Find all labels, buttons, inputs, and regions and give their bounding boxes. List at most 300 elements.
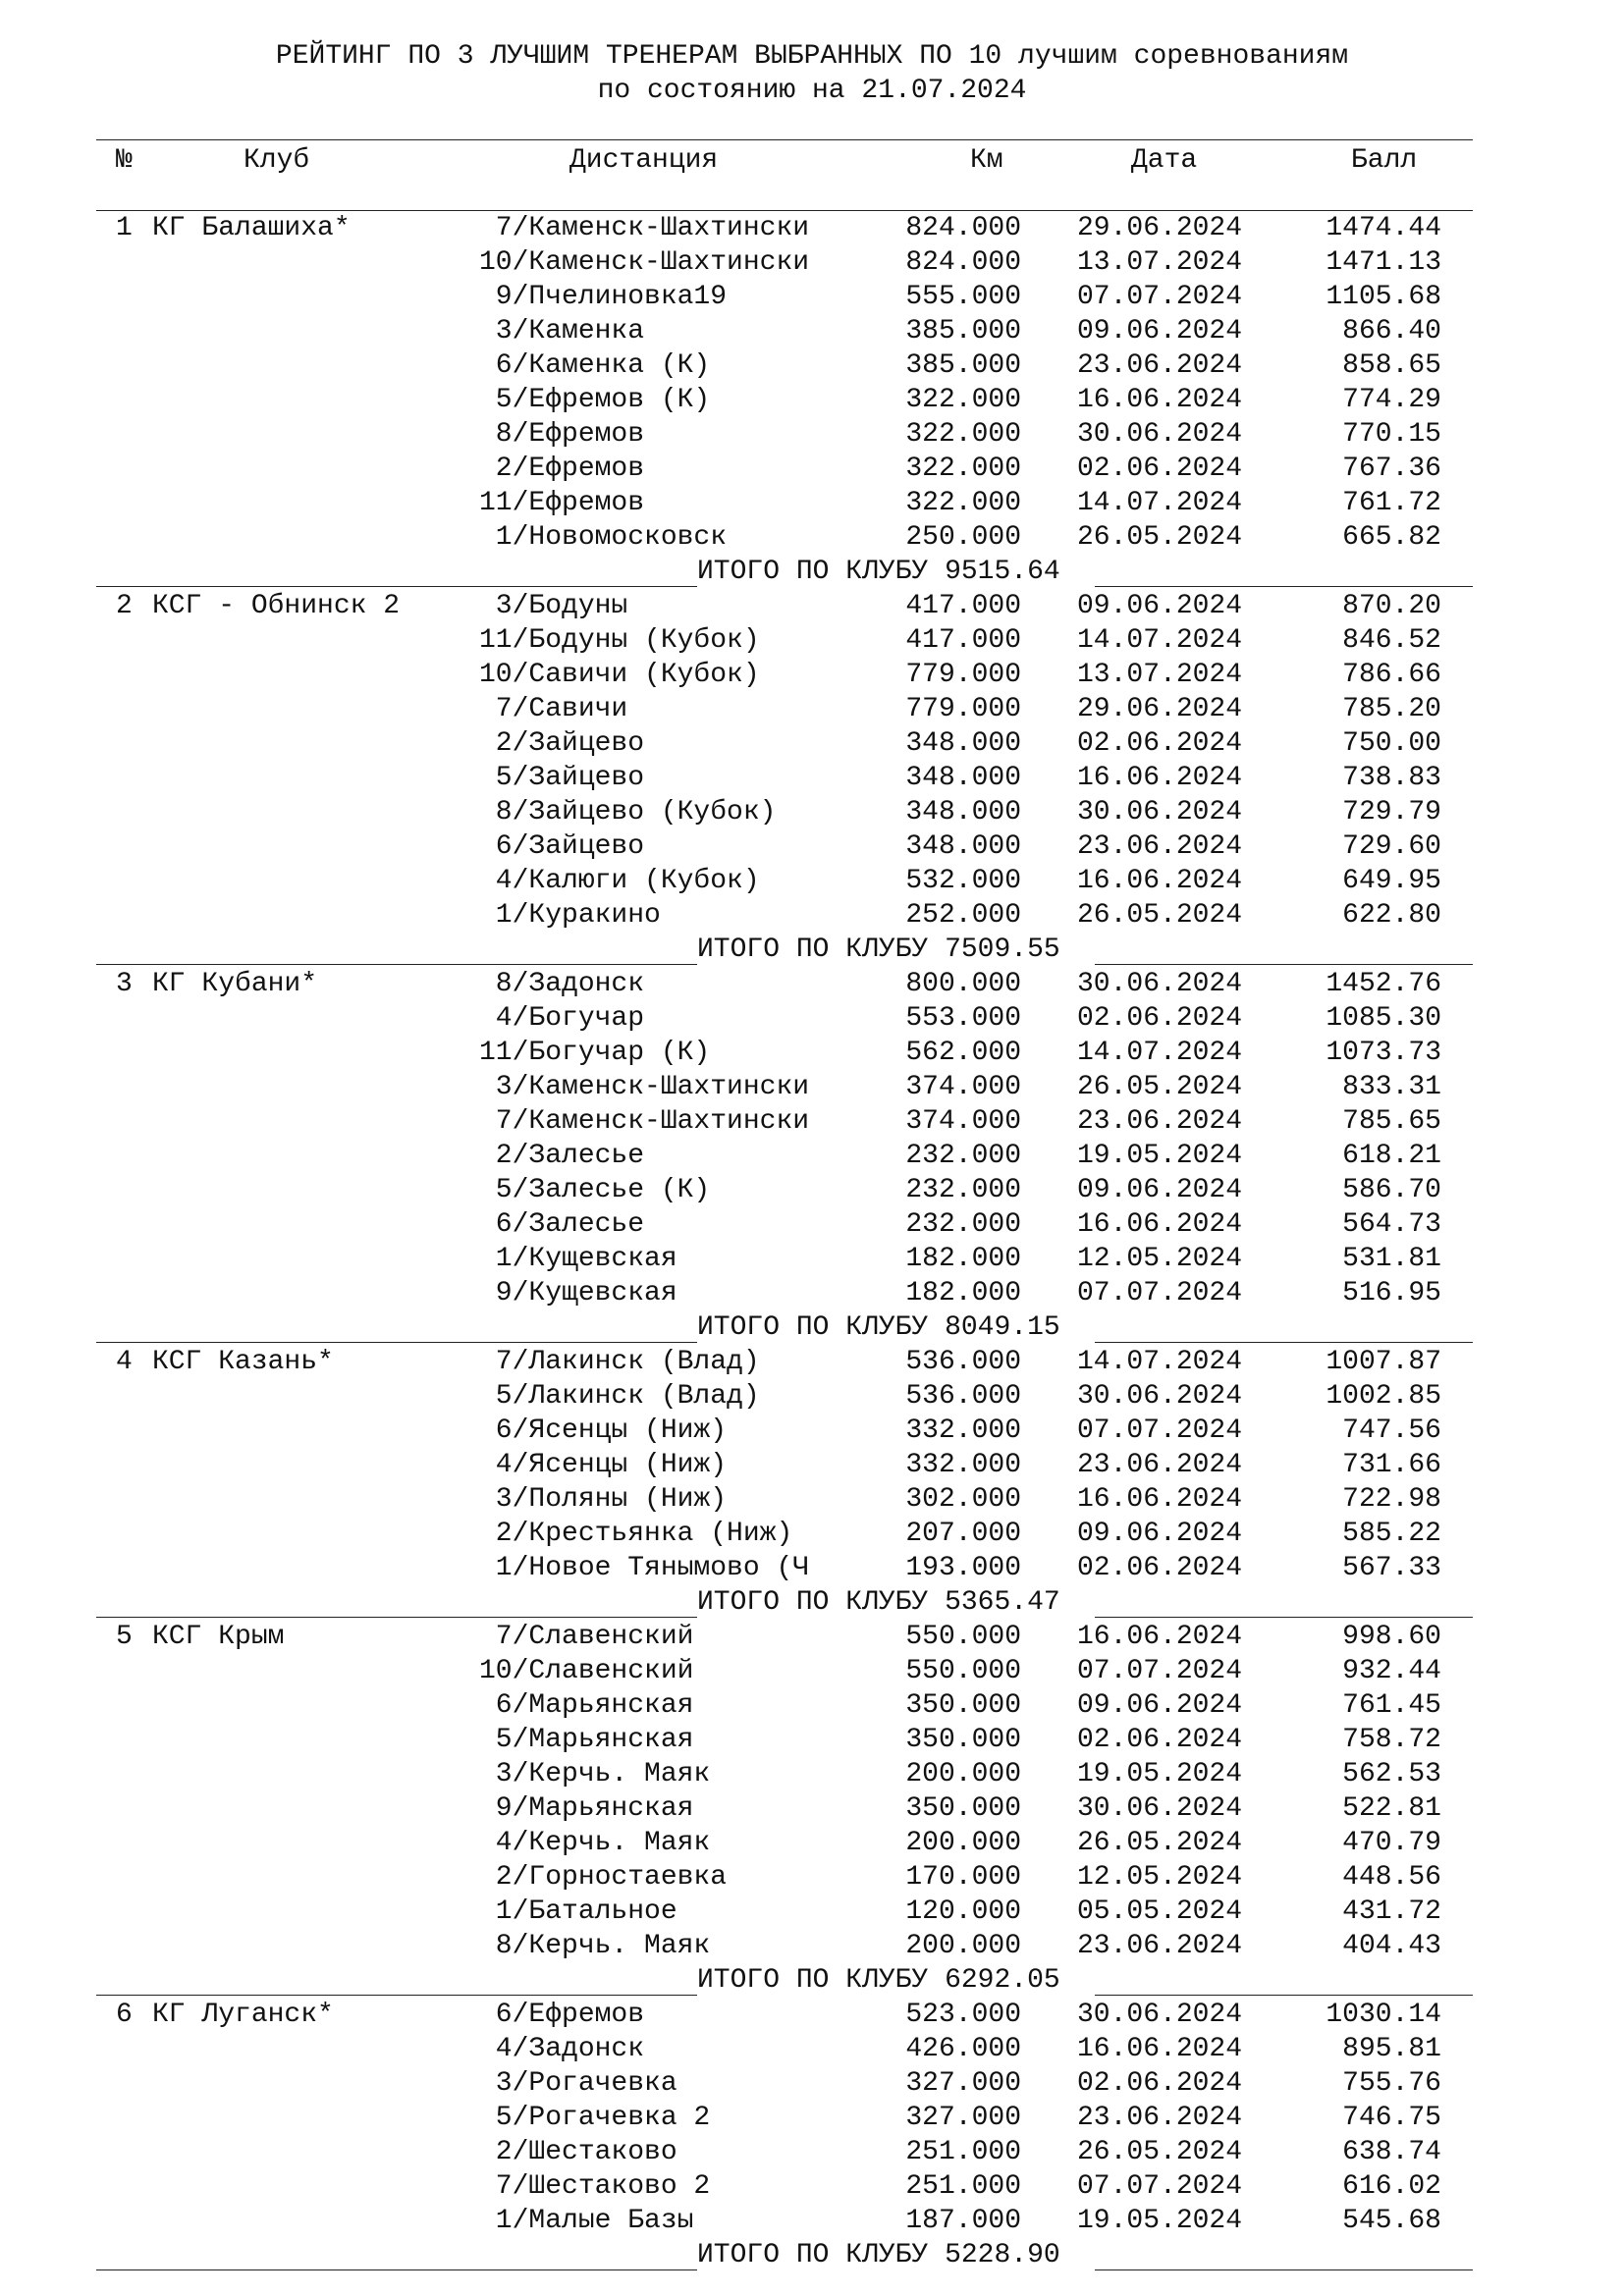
table-row <box>0 761 1624 795</box>
total-rule-left <box>96 1995 697 1996</box>
club-rank: 6 <box>116 2000 133 2030</box>
distance-cell: 8/Зайцево (Кубок) <box>479 797 777 828</box>
km-cell: 322.000 <box>905 419 1021 450</box>
club-name: КГ Луганск* <box>152 2000 334 2030</box>
distance-cell: 5/Марьянская <box>479 1725 694 1755</box>
club-total-row <box>0 1963 1624 1998</box>
score-cell: 998.60 <box>1342 1622 1441 1652</box>
km-cell: 302.000 <box>905 1484 1021 1515</box>
table-row <box>0 417 1624 452</box>
distance-cell: 6/Залесье <box>479 1209 645 1240</box>
table-row <box>0 486 1624 520</box>
total-rule-right <box>1095 1617 1473 1618</box>
table-row <box>0 1207 1624 1242</box>
distance-cell: 4/Керчь. Маяк <box>479 1828 711 1858</box>
score-cell: 545.68 <box>1342 2206 1441 2236</box>
distance-cell: 9/Кущевская <box>479 1278 677 1308</box>
table-row <box>0 967 1624 1001</box>
km-cell: 800.000 <box>905 969 1021 999</box>
date-cell: 23.06.2024 <box>1077 350 1243 381</box>
score-cell: 638.74 <box>1342 2137 1441 2167</box>
distance-cell: 6/Ефремов <box>479 2000 645 2030</box>
table-row <box>0 1104 1624 1139</box>
km-cell: 193.000 <box>905 1553 1021 1583</box>
table-row <box>0 2032 1624 2066</box>
score-cell: 767.36 <box>1342 454 1441 484</box>
date-cell: 02.06.2024 <box>1077 1553 1243 1583</box>
km-cell: 348.000 <box>905 763 1021 793</box>
km-cell: 532.000 <box>905 866 1021 896</box>
km-cell: 350.000 <box>905 1725 1021 1755</box>
date-cell: 09.06.2024 <box>1077 1519 1243 1549</box>
club-total-row <box>0 1585 1624 1620</box>
km-cell: 555.000 <box>905 282 1021 312</box>
date-cell: 19.05.2024 <box>1077 1141 1243 1171</box>
distance-cell: 2/Крестьянка (Ниж) <box>479 1519 793 1549</box>
score-cell: 858.65 <box>1342 350 1441 381</box>
table-row <box>0 2204 1624 2238</box>
date-cell: 26.05.2024 <box>1077 522 1243 553</box>
table-row <box>0 1998 1624 2032</box>
km-cell: 553.000 <box>905 1003 1021 1034</box>
distance-cell: 6/Зайцево <box>479 831 645 862</box>
total-rule-right <box>1095 1995 1473 1996</box>
score-cell: 755.76 <box>1342 2068 1441 2099</box>
date-cell: 13.07.2024 <box>1077 660 1243 690</box>
table-row <box>0 1791 1624 1826</box>
km-cell: 417.000 <box>905 625 1021 656</box>
score-cell: 1452.76 <box>1326 969 1441 999</box>
table-row <box>0 623 1624 658</box>
date-cell: 30.06.2024 <box>1077 1381 1243 1412</box>
distance-cell: 3/Поляны (Ниж) <box>479 1484 728 1515</box>
distance-cell: 9/Марьянская <box>479 1793 694 1824</box>
date-cell: 09.06.2024 <box>1077 1175 1243 1205</box>
km-cell: 348.000 <box>905 831 1021 862</box>
table-row <box>0 1654 1624 1688</box>
club-name: КГ Кубани* <box>152 969 318 999</box>
distance-cell: 7/Славенский <box>479 1622 694 1652</box>
total-value: 8049.15 <box>945 1312 1060 1343</box>
score-cell: 729.60 <box>1342 831 1441 862</box>
date-cell: 13.07.2024 <box>1077 247 1243 278</box>
score-cell: 622.80 <box>1342 900 1441 931</box>
date-cell: 14.07.2024 <box>1077 488 1243 518</box>
distance-cell: 6/Каменка (К) <box>479 350 711 381</box>
total-rule-left <box>96 1342 697 1343</box>
distance-cell: 5/Лакинск (Влад) <box>479 1381 760 1412</box>
date-cell: 16.06.2024 <box>1077 866 1243 896</box>
score-cell: 448.56 <box>1342 1862 1441 1893</box>
km-cell: 207.000 <box>905 1519 1021 1549</box>
total-rule-right <box>1095 964 1473 965</box>
km-cell: 327.000 <box>905 2068 1021 2099</box>
score-cell: 833.31 <box>1342 1072 1441 1102</box>
score-cell: 586.70 <box>1342 1175 1441 1205</box>
table-row <box>0 314 1624 348</box>
col-km-header: Км <box>970 145 1003 176</box>
table-row <box>0 898 1624 933</box>
score-cell: 1030.14 <box>1326 2000 1441 2030</box>
distance-cell: 6/Ясенцы (Ниж) <box>479 1415 728 1446</box>
table-row <box>0 348 1624 383</box>
table-row <box>0 1482 1624 1517</box>
score-cell: 932.44 <box>1342 1656 1441 1686</box>
date-cell: 30.06.2024 <box>1077 969 1243 999</box>
date-cell: 26.05.2024 <box>1077 1072 1243 1102</box>
score-cell: 761.72 <box>1342 488 1441 518</box>
total-label: ИТОГО ПО КЛУБУ <box>697 1312 929 1343</box>
km-cell: 322.000 <box>905 454 1021 484</box>
club-name: КСГ - Обнинск 2 <box>152 591 401 621</box>
total-rule-right <box>1095 586 1473 587</box>
table-row <box>0 829 1624 864</box>
club-total <box>697 933 1060 967</box>
total-rule-right <box>1095 2269 1473 2270</box>
score-cell: 785.65 <box>1342 1106 1441 1137</box>
score-cell: 1073.73 <box>1326 1038 1441 1068</box>
distance-cell: 7/Шестаково 2 <box>479 2171 711 2202</box>
total-rule-left <box>96 2269 697 2270</box>
distance-cell: 4/Задонск <box>479 2034 645 2064</box>
date-cell: 09.06.2024 <box>1077 591 1243 621</box>
club-total <box>697 1963 1060 1998</box>
score-cell: 761.45 <box>1342 1690 1441 1721</box>
table-row <box>0 1036 1624 1070</box>
score-cell: 567.33 <box>1342 1553 1441 1583</box>
km-cell: 232.000 <box>905 1209 1021 1240</box>
km-cell: 251.000 <box>905 2171 1021 2202</box>
km-cell: 550.000 <box>905 1622 1021 1652</box>
distance-cell: 3/Каменск-Шахтински <box>479 1072 810 1102</box>
table-row <box>0 2169 1624 2204</box>
club-rank: 3 <box>116 969 133 999</box>
total-label: ИТОГО ПО КЛУБУ <box>697 934 929 965</box>
date-cell: 07.07.2024 <box>1077 1415 1243 1446</box>
score-cell: 616.02 <box>1342 2171 1441 2202</box>
total-value: 5365.47 <box>945 1587 1060 1618</box>
distance-cell: 11/Ефремов <box>479 488 645 518</box>
km-cell: 250.000 <box>905 522 1021 553</box>
distance-cell: 5/Рогачевка 2 <box>479 2103 711 2133</box>
date-cell: 23.06.2024 <box>1077 1450 1243 1480</box>
distance-cell: 2/Шестаково <box>479 2137 677 2167</box>
score-cell: 1085.30 <box>1326 1003 1441 1034</box>
score-cell: 785.20 <box>1342 694 1441 724</box>
date-cell: 30.06.2024 <box>1077 797 1243 828</box>
col-distance-header: Дистанция <box>569 145 719 176</box>
date-cell: 07.07.2024 <box>1077 2171 1243 2202</box>
km-cell: 200.000 <box>905 1828 1021 1858</box>
date-cell: 23.06.2024 <box>1077 2103 1243 2133</box>
score-cell: 404.43 <box>1342 1931 1441 1961</box>
table-row <box>0 383 1624 417</box>
club-total <box>697 555 1060 589</box>
km-cell: 350.000 <box>905 1793 1021 1824</box>
score-cell: 738.83 <box>1342 763 1441 793</box>
score-cell: 770.15 <box>1342 419 1441 450</box>
table-row <box>0 864 1624 898</box>
km-cell: 182.000 <box>905 1244 1021 1274</box>
score-cell: 564.73 <box>1342 1209 1441 1240</box>
total-value: 7509.55 <box>945 934 1060 965</box>
score-cell: 1471.13 <box>1326 247 1441 278</box>
table-row <box>0 1895 1624 1929</box>
date-cell: 16.06.2024 <box>1077 1622 1243 1652</box>
date-cell: 12.05.2024 <box>1077 1862 1243 1893</box>
distance-cell: 5/Ефремов (К) <box>479 385 711 415</box>
score-cell: 1002.85 <box>1326 1381 1441 1412</box>
score-cell: 516.95 <box>1342 1278 1441 1308</box>
club-total-row <box>0 933 1624 967</box>
table-row <box>0 1723 1624 1757</box>
distance-cell: 2/Залесье <box>479 1141 645 1171</box>
distance-cell: 7/Лакинск (Влад) <box>479 1347 760 1377</box>
date-cell: 07.07.2024 <box>1077 282 1243 312</box>
table-row <box>0 1517 1624 1551</box>
score-cell: 729.79 <box>1342 797 1441 828</box>
distance-cell: 6/Марьянская <box>479 1690 694 1721</box>
date-cell: 07.07.2024 <box>1077 1656 1243 1686</box>
km-cell: 332.000 <box>905 1415 1021 1446</box>
date-cell: 19.05.2024 <box>1077 1759 1243 1789</box>
distance-cell: 8/Задонск <box>479 969 645 999</box>
score-cell: 746.75 <box>1342 2103 1441 2133</box>
score-cell: 895.81 <box>1342 2034 1441 2064</box>
score-cell: 618.21 <box>1342 1141 1441 1171</box>
score-cell: 846.52 <box>1342 625 1441 656</box>
col-score-header: Балл <box>1351 145 1418 176</box>
date-cell: 30.06.2024 <box>1077 2000 1243 2030</box>
club-total-row <box>0 1310 1624 1345</box>
score-cell: 1007.87 <box>1326 1347 1441 1377</box>
score-cell: 1474.44 <box>1326 213 1441 243</box>
km-cell: 232.000 <box>905 1141 1021 1171</box>
total-value: 9515.64 <box>945 557 1060 587</box>
distance-cell: 3/Бодуны <box>479 591 628 621</box>
total-label: ИТОГО ПО КЛУБУ <box>697 2240 929 2270</box>
date-cell: 23.06.2024 <box>1077 831 1243 862</box>
club-rank: 4 <box>116 1347 133 1377</box>
table-row <box>0 658 1624 692</box>
total-rule-left <box>96 964 697 965</box>
club-total <box>697 2238 1060 2272</box>
km-cell: 327.000 <box>905 2103 1021 2133</box>
table-row <box>0 1551 1624 1585</box>
date-cell: 16.06.2024 <box>1077 763 1243 793</box>
table-row <box>0 1414 1624 1448</box>
score-cell: 722.98 <box>1342 1484 1441 1515</box>
table-row <box>0 1688 1624 1723</box>
km-cell: 322.000 <box>905 385 1021 415</box>
col-date-header: Дата <box>1131 145 1198 176</box>
club-rank: 5 <box>116 1622 133 1652</box>
km-cell: 322.000 <box>905 488 1021 518</box>
col-club-header: Клуб <box>244 145 310 176</box>
km-cell: 562.000 <box>905 1038 1021 1068</box>
km-cell: 779.000 <box>905 660 1021 690</box>
km-cell: 251.000 <box>905 2137 1021 2167</box>
date-cell: 02.06.2024 <box>1077 1725 1243 1755</box>
km-cell: 182.000 <box>905 1278 1021 1308</box>
table-row <box>0 1860 1624 1895</box>
club-name: КСГ Казань* <box>152 1347 334 1377</box>
distance-cell: 10/Савичи (Кубок) <box>479 660 760 690</box>
km-cell: 187.000 <box>905 2206 1021 2236</box>
table-row <box>0 1345 1624 1379</box>
score-cell: 731.66 <box>1342 1450 1441 1480</box>
date-cell: 26.05.2024 <box>1077 2137 1243 2167</box>
date-cell: 02.06.2024 <box>1077 728 1243 759</box>
table-row <box>0 726 1624 761</box>
club-total-row <box>0 555 1624 589</box>
club-total <box>697 1585 1060 1620</box>
date-cell: 05.05.2024 <box>1077 1896 1243 1927</box>
date-cell: 23.06.2024 <box>1077 1931 1243 1961</box>
table-row <box>0 1276 1624 1310</box>
distance-cell: 1/Батальное <box>479 1896 677 1927</box>
total-rule-left <box>96 586 697 587</box>
table-row <box>0 1448 1624 1482</box>
km-cell: 417.000 <box>905 591 1021 621</box>
distance-cell: 3/Каменка <box>479 316 645 347</box>
distance-cell: 3/Рогачевка <box>479 2068 677 2099</box>
km-cell: 120.000 <box>905 1896 1021 1927</box>
header-top-rule <box>96 139 1473 140</box>
distance-cell: 7/Каменск-Шахтински <box>479 213 810 243</box>
km-cell: 385.000 <box>905 350 1021 381</box>
distance-cell: 10/Славенский <box>479 1656 694 1686</box>
date-cell: 29.06.2024 <box>1077 213 1243 243</box>
km-cell: 523.000 <box>905 2000 1021 2030</box>
date-cell: 09.06.2024 <box>1077 316 1243 347</box>
table-row <box>0 520 1624 555</box>
score-cell: 470.79 <box>1342 1828 1441 1858</box>
table-row <box>0 589 1624 623</box>
distance-cell: 10/Каменск-Шахтински <box>479 247 810 278</box>
distance-cell: 8/Ефремов <box>479 419 645 450</box>
km-cell: 348.000 <box>905 797 1021 828</box>
date-cell: 26.05.2024 <box>1077 1828 1243 1858</box>
score-cell: 522.81 <box>1342 1793 1441 1824</box>
distance-cell: 11/Богучар (К) <box>479 1038 711 1068</box>
date-cell: 09.06.2024 <box>1077 1690 1243 1721</box>
distance-cell: 11/Бодуны (Кубок) <box>479 625 760 656</box>
distance-cell: 5/Зайцево <box>479 763 645 793</box>
km-cell: 252.000 <box>905 900 1021 931</box>
club-rank: 2 <box>116 591 133 621</box>
km-cell: 824.000 <box>905 213 1021 243</box>
distance-cell: 9/Пчелиновка19 <box>479 282 728 312</box>
club-total-row <box>0 2238 1624 2272</box>
distance-cell: 1/Куракино <box>479 900 661 931</box>
distance-cell: 1/Малые Базы <box>479 2206 694 2236</box>
date-cell: 30.06.2024 <box>1077 1793 1243 1824</box>
date-cell: 02.06.2024 <box>1077 454 1243 484</box>
km-cell: 350.000 <box>905 1690 1021 1721</box>
score-cell: 774.29 <box>1342 385 1441 415</box>
table-row <box>0 1139 1624 1173</box>
date-cell: 16.06.2024 <box>1077 1209 1243 1240</box>
table-row <box>0 1379 1624 1414</box>
total-value: 5228.90 <box>945 2240 1060 2270</box>
score-cell: 870.20 <box>1342 591 1441 621</box>
km-cell: 200.000 <box>905 1759 1021 1789</box>
date-cell: 14.07.2024 <box>1077 1347 1243 1377</box>
distance-cell: 7/Каменск-Шахтински <box>479 1106 810 1137</box>
score-cell: 665.82 <box>1342 522 1441 553</box>
km-cell: 385.000 <box>905 316 1021 347</box>
date-cell: 29.06.2024 <box>1077 694 1243 724</box>
date-cell: 02.06.2024 <box>1077 1003 1243 1034</box>
total-rule-left <box>96 1617 697 1618</box>
table-row <box>0 692 1624 726</box>
table-row <box>0 1242 1624 1276</box>
table-row <box>0 245 1624 280</box>
date-cell: 16.06.2024 <box>1077 1484 1243 1515</box>
km-cell: 200.000 <box>905 1931 1021 1961</box>
date-cell: 12.05.2024 <box>1077 1244 1243 1274</box>
score-cell: 562.53 <box>1342 1759 1441 1789</box>
score-cell: 1105.68 <box>1326 282 1441 312</box>
score-cell: 585.22 <box>1342 1519 1441 1549</box>
km-cell: 374.000 <box>905 1072 1021 1102</box>
table-row <box>0 452 1624 486</box>
total-label: ИТОГО ПО КЛУБУ <box>697 557 929 587</box>
km-cell: 232.000 <box>905 1175 1021 1205</box>
date-cell: 16.06.2024 <box>1077 385 1243 415</box>
table-row <box>0 1620 1624 1654</box>
table-row <box>0 1929 1624 1963</box>
distance-cell: 5/Залесье (К) <box>479 1175 711 1205</box>
club-total <box>697 1310 1060 1345</box>
table-row <box>0 1001 1624 1036</box>
date-cell: 23.06.2024 <box>1077 1106 1243 1137</box>
score-cell: 786.66 <box>1342 660 1441 690</box>
date-cell: 14.07.2024 <box>1077 625 1243 656</box>
table-row <box>0 2101 1624 2135</box>
distance-cell: 4/Калюги (Кубок) <box>479 866 760 896</box>
total-rule-right <box>1095 1342 1473 1343</box>
date-cell: 14.07.2024 <box>1077 1038 1243 1068</box>
club-rank: 1 <box>116 213 133 243</box>
total-value: 6292.05 <box>945 1965 1060 1996</box>
club-name: КСГ Крым <box>152 1622 285 1652</box>
table-row <box>0 2066 1624 2101</box>
distance-cell: 2/Горностаевка <box>479 1862 728 1893</box>
total-label: ИТОГО ПО КЛУБУ <box>697 1587 929 1618</box>
distance-cell: 1/Новое Тянымово (Ч <box>479 1553 810 1583</box>
date-cell: 26.05.2024 <box>1077 900 1243 931</box>
distance-cell: 7/Савичи <box>479 694 628 724</box>
score-cell: 531.81 <box>1342 1244 1441 1274</box>
table-row <box>0 1826 1624 1860</box>
score-cell: 747.56 <box>1342 1415 1441 1446</box>
date-cell: 19.05.2024 <box>1077 2206 1243 2236</box>
distance-cell: 1/Новомосковск <box>479 522 728 553</box>
report-title: РЕЙТИНГ ПО 3 ЛУЧШИМ ТРЕНЕРАМ ВЫБРАННЫХ ПО 10 лучшим соревнованиям <box>275 41 1349 72</box>
date-cell: 30.06.2024 <box>1077 419 1243 450</box>
km-cell: 332.000 <box>905 1450 1021 1480</box>
table-row <box>0 1070 1624 1104</box>
distance-cell: 8/Керчь. Маяк <box>479 1931 711 1961</box>
table-row <box>0 1757 1624 1791</box>
score-cell: 758.72 <box>1342 1725 1441 1755</box>
score-cell: 866.40 <box>1342 316 1441 347</box>
club-name: КГ Балашиха* <box>152 213 351 243</box>
score-cell: 649.95 <box>1342 866 1441 896</box>
distance-cell: 4/Богучар <box>479 1003 645 1034</box>
